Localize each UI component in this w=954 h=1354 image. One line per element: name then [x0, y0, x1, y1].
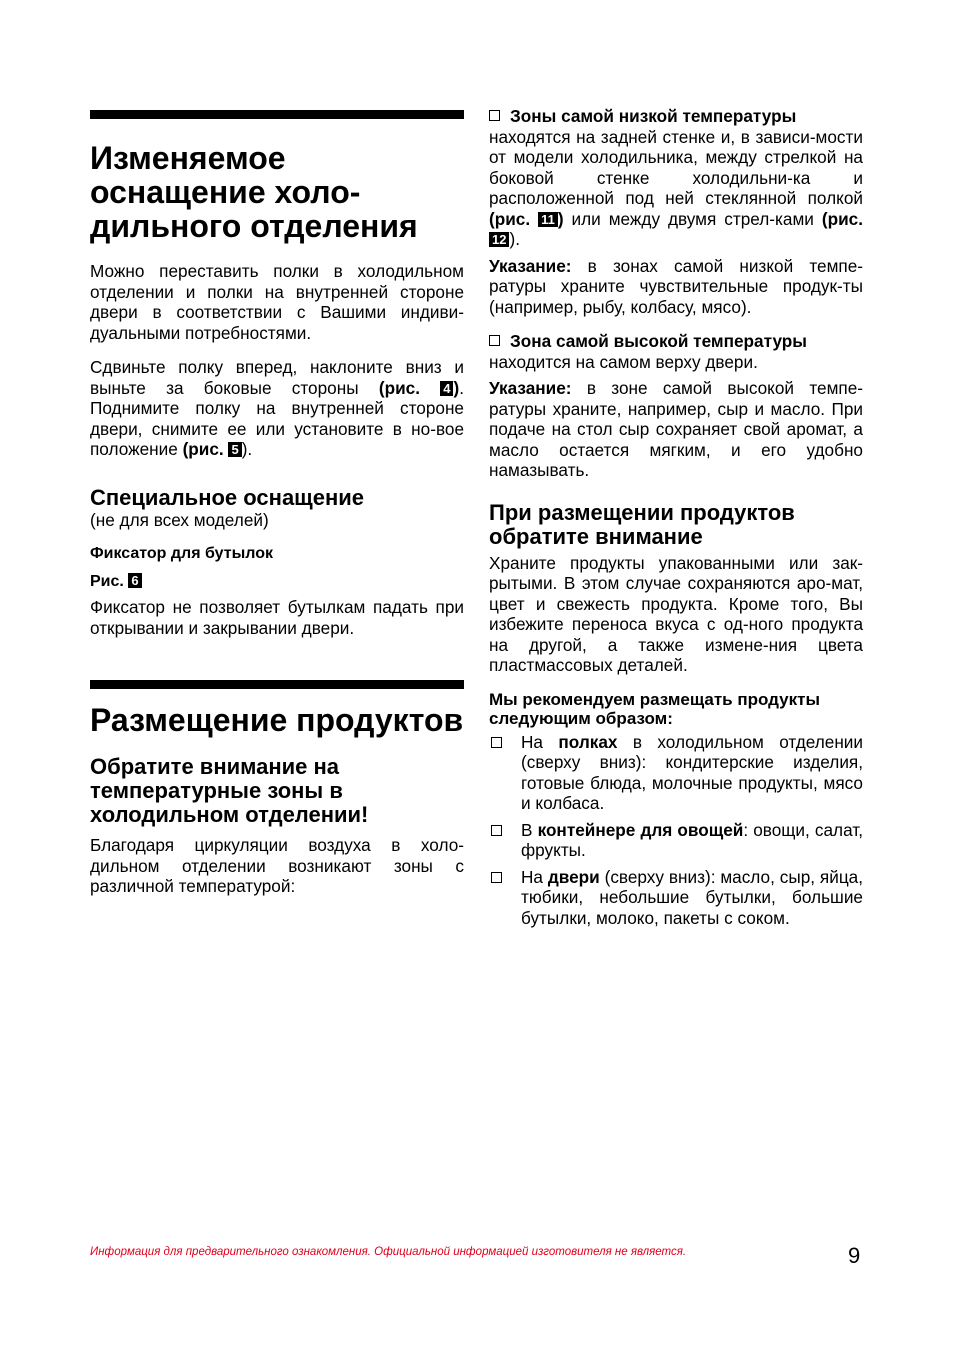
checkbox-bullet-icon — [489, 110, 500, 121]
paragraph: находится на самом верху двери. — [489, 351, 758, 372]
subnote: (не для всех моделей) — [90, 509, 269, 530]
heading-warm-zone: Зона самой высокой температуры — [489, 331, 863, 352]
right-column — [489, 106, 864, 928]
note-cold: Указание: в зонах самой низкой темпе-ратуры храните чувствительные продук-ты (например, рыбу, колбасу, мясо). — [489, 255, 863, 317]
heading-temperature-zones: Обратите внимание на температурные зоны в холодильном отделении! — [90, 754, 369, 827]
figure-ref-6: 6 — [128, 573, 141, 588]
paragraph: Сдвиньте полку вперед, наклоните вниз и выньте за боковые стороны (рис. 4 ). Поднимите полку на внутренней стороне двери, снимите ее или установите в но-вое положение (рис. 5 ). — [90, 357, 464, 459]
heading-recommend: Мы рекомендуем размещать продукты следующим образом: — [489, 689, 820, 728]
paragraph: Можно переставить полки в холодильном отделении и полки на внутренней стороне двери в соответствии с Вашими индиви-дуальными потребностями. — [90, 261, 464, 343]
section-rule — [90, 680, 464, 689]
section-title-equipment: Изменяемое оснащение холо-дильного отделения — [90, 140, 418, 244]
left-column — [90, 110, 464, 897]
section-title-placement: Размещение продуктов — [90, 702, 464, 738]
figure-ref-5: 5 — [228, 442, 241, 457]
note-warm: Указание: в зоне самой высокой темпе-ратуры храните, например, сыр и масло. При подаче на стол сыр сохраняет свой аромат, а масло остается мягким, и его удобно намазывать. — [489, 378, 863, 480]
recommendation-list — [489, 732, 863, 929]
list-item: На полках в холодильном отделении (сверху вниз): кондитерские изделия, готовые блюда, молочные продукты, мясо и колбаса. — [489, 732, 863, 814]
paragraph: Храните продукты упакованными или зак-рытыми. В этом случае сохраняются аро-мат, цвет и свежесть продукта. Кроме того, Вы избежите переноса вкуса с од-ного продукта на другой, а также измене-ния цвета пластмассовых деталей. — [489, 552, 863, 675]
page-number: 9 — [848, 1243, 861, 1268]
footer-disclaimer: Информация для предварительного ознакомления. Официальной информацией изготовителя не является. — [90, 1246, 687, 1258]
paragraph: находятся на задней стенке и, в зависи-мости от модели холодильника, между стрелкой на боковой стенке холодильни-ка и расположенной под ней стеклянной полкой (рис. 11 ) или между двумя стрел-ками (рис. 12 ). — [489, 126, 863, 249]
checkbox-bullet-icon — [491, 825, 502, 836]
checkbox-bullet-icon — [489, 335, 500, 346]
list-item: В контейнере для овощей: овощи, салат, фрукты. — [489, 820, 863, 861]
heading-special: Специальное оснащение — [90, 484, 365, 510]
heading-cold-zone: Зоны самой низкой температуры — [489, 106, 863, 127]
section-rule — [90, 110, 464, 119]
figure-ref-11: 11 — [538, 212, 558, 227]
figure-ref-12: 12 — [489, 232, 509, 247]
checkbox-bullet-icon — [491, 872, 502, 883]
paragraph: Благодаря циркуляции воздуха в холо-дильном отделении возникают зоны с различной температурой: — [90, 835, 464, 896]
figure-label: Рис. 6 — [90, 572, 464, 591]
heading-placement-attention: При размещении продуктов обратите внимание — [489, 499, 795, 549]
figure-ref-4: 4 — [440, 381, 453, 396]
checkbox-bullet-icon — [491, 737, 502, 748]
label-bottle-holder: Фиксатор для бутылок — [90, 545, 273, 562]
paragraph: Фиксатор не позволяет бутылкам падать при открывании и закрывании двери. — [90, 597, 464, 638]
list-item: На двери (сверху вниз): масло, сыр, яйца, тюбики, небольшие бутылки, большие бутылки, молоко, пакеты с соком. — [489, 867, 863, 929]
